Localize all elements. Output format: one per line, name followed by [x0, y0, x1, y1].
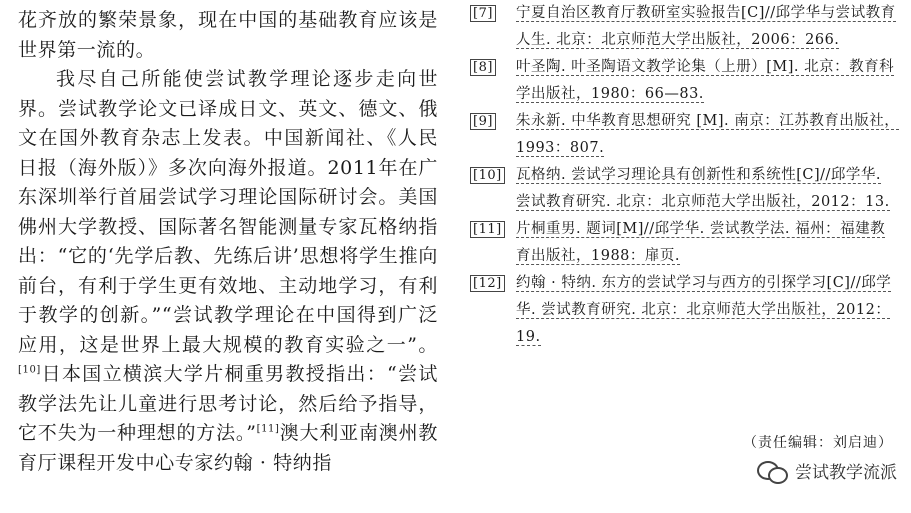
reference-number: [10]	[470, 167, 505, 184]
reference-item	[470, 0, 900, 54]
reference-text: 宁夏自治区教育厅教研室实验报告[C]//邱学华与尝试教育人生. 北京：北京师范大学出版社，2006：266.	[516, 5, 896, 48]
editor-note: （责任编辑：刘启迪）	[743, 435, 893, 451]
reference-text: 瓦格纳. 尝试学习理论具有创新性和系统性[C]//邱学华. 尝试教育研究. 北京：北京师范大学出版社，2012：13.	[516, 167, 890, 210]
references-column	[470, 0, 900, 351]
wechat-icon	[757, 459, 787, 483]
reference-number: [12]	[470, 275, 505, 292]
reference-number: [9]	[470, 113, 496, 130]
reference-item	[470, 216, 900, 270]
reference-text: 片桐重男. 题词[M]//邱学华. 尝试教学法. 福州：福建教育出版社，1988：扉页.	[516, 221, 886, 264]
reference-number: [8]	[470, 59, 496, 76]
paragraph-2-part-c: 澳大利亚南澳州教育厅课程开发中心专家约翰 · 特纳指	[18, 422, 438, 474]
reference-item	[470, 108, 900, 162]
paragraph-2-part-b: 日本国立横滨大学片桐重男教授指出：“尝试教学法先让儿童进行思考讨论，然后给予指导，它不失为一种理想的方法。”	[18, 363, 438, 444]
reference-text: 朱永新. 中华教育思想研究 [M]. 南京：江苏教育出版社，1993：807.	[516, 113, 900, 156]
body-text-column	[18, 6, 438, 478]
watermark	[757, 458, 897, 483]
reference-item	[470, 54, 900, 108]
reference-text: 叶圣陶. 叶圣陶语文教学论集（上册）[M]. 北京：教育科学出版社，1980：66—83.	[516, 59, 895, 102]
reference-item	[470, 162, 900, 216]
paragraph-2	[18, 65, 438, 478]
reference-number: [11]	[470, 221, 505, 238]
reference-item	[470, 270, 900, 351]
watermark-text: 尝试教学流派	[795, 463, 897, 483]
paragraph-1: 花齐放的繁荣景象，现在中国的基础教育应该是世界第一流的。	[18, 9, 438, 61]
reference-number: [7]	[470, 5, 496, 22]
citation-10: [10]	[18, 364, 41, 376]
paragraph-2-part-a: 我尽自己所能使尝试教学理论逐步走向世界。尝试教学论文已译成日文、英文、德文、俄文在国外教育杂志上发表。中国新闻社、《人民日报（海外版）》多次向海外报道。2011年在广东深圳举行首届尝试学习理论国际研讨会。美国佛州大学教授、国际著名智能测量专家瓦格纳指出：“它的‘先学后教、先练后讲’思想将学生推向前台，有利于学生更有效地、主动地学习，有利于教学的创新。”“尝试教学理论在中国得到广泛应用，这是世界上最大规模的教育实验之一”。	[18, 68, 438, 356]
reference-text: 约翰 · 特纳. 东方的尝试学习与西方的引探学习[C]//邱学华. 尝试教育研究. 北京：北京师范大学出版社，2012：19.	[516, 275, 892, 345]
citation-11: [11]	[256, 423, 280, 435]
